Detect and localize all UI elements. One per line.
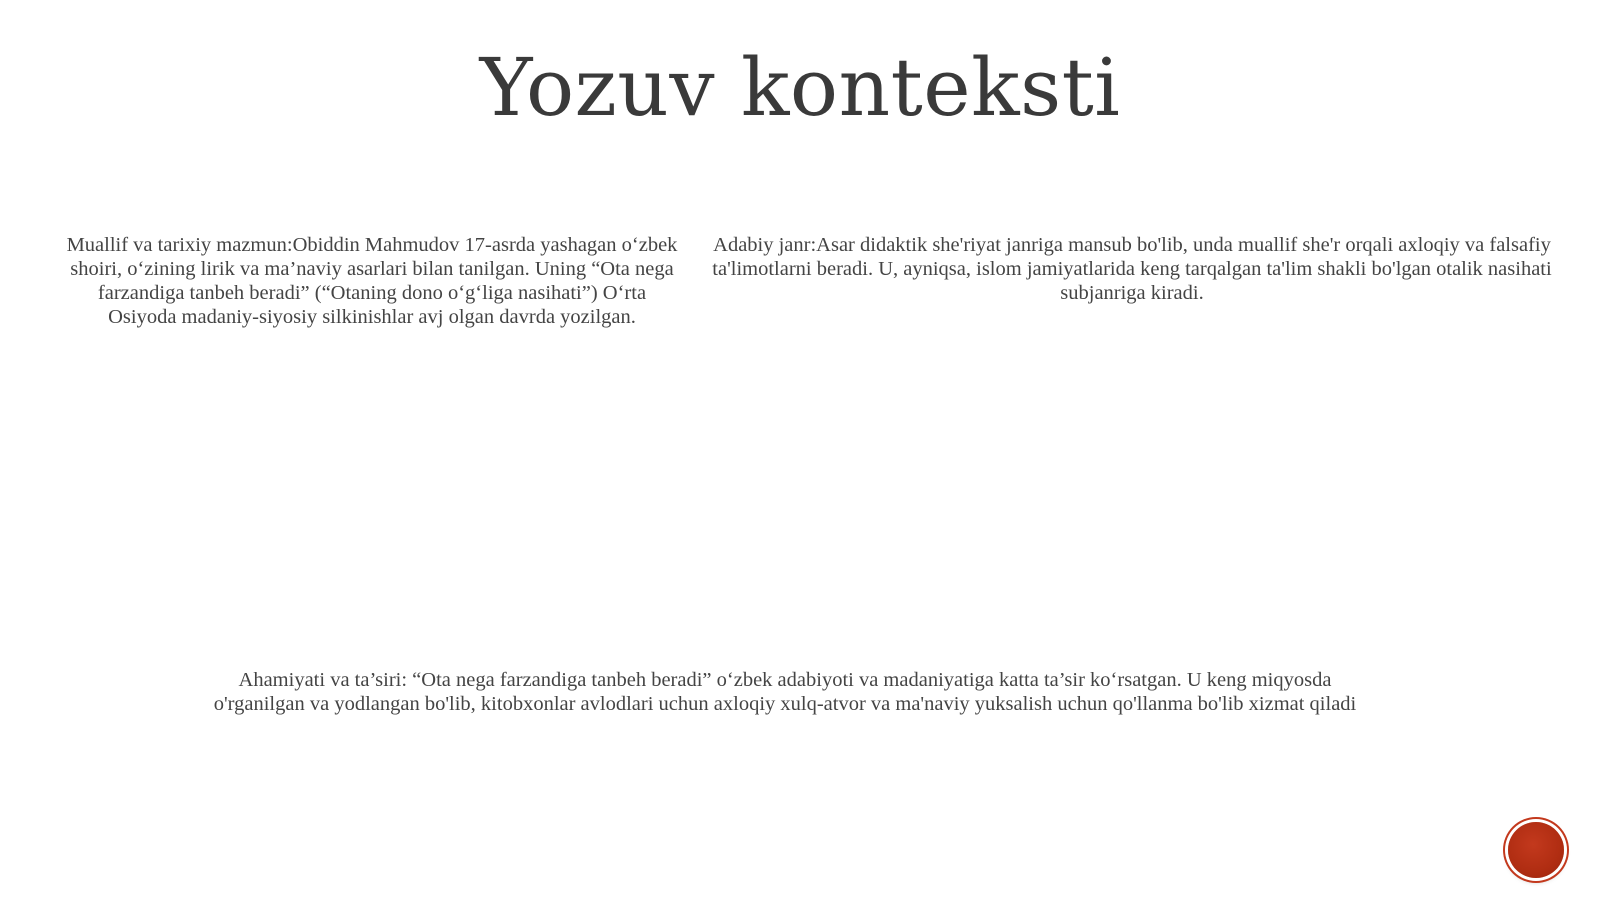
slide-title: Yozuv konteksti [479,41,1121,134]
text-block-significance: Ahamiyati va ta’siri: “Ota nega farzandiga tanbeh beradi” o‘zbek adabiyoti va madaniyatiga katta ta’sir ko‘rsatgan. U keng miqyosda o'rganilgan va yodlangan bo'lib, kitobxonlar avlodlari uchun axloqiy xulq-atvor va ma'naviy yuksalish uchun qo'llanma bo'lib xizmat qiladi [213,669,1357,715]
text-block-literary-genre: Adabiy janr:Asar didaktik she'riyat janriga mansub bo'lib, unda muallif she'r orqali axloqiy va falsafiy ta'limotlarni beradi. U, ayniqsa, islom jamiyatlarida keng tarqalgan ta'lim shakli bo'lgan otalik nasihati subjanriga kiradi. [712,234,1552,304]
text-block-author-context: Muallif va tarixiy mazmun:Obiddin Mahmudov 17-asrda yashagan o‘zbek shoiri, o‘zining lirik va ma’naviy asarlari bilan tanilgan. Uning “Ota nega farzandiga tanbeh beradi” (“Otaning dono o‘g‘liga nasihati”) O‘rta Osiyoda madaniy-siyosiy silkinishlar avj olgan davrda yozilgan. [66,234,678,328]
slide-nav-button[interactable] [1508,822,1564,878]
